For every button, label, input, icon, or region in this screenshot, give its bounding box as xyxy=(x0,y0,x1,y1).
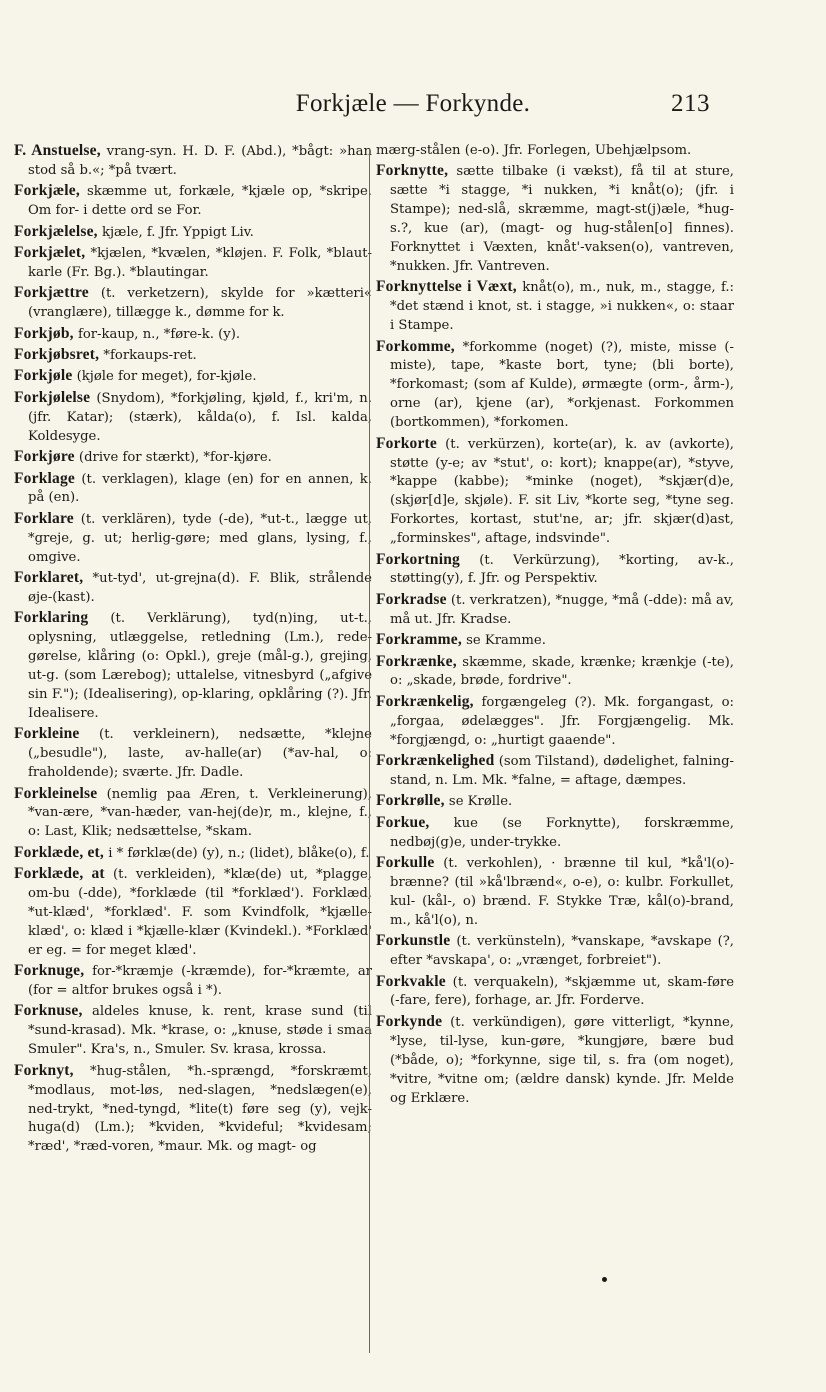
headword: Forknuse, xyxy=(14,1002,83,1020)
headword: Forkunstle xyxy=(376,932,451,950)
dictionary-entry xyxy=(14,244,372,283)
definition: *hug-stålen, *h.-sprængd, *forskræmt, *modlaus, mot-løs, ned-slagen, *nedslægen(e), ned-trykt, *ned-tyngd, *lite(t) føre seg (y), vejk-huga(d) (Lm.); *kviden, *kvideful; *kvidesam; *ræd', *ræd-voren, *maur. Mk. og magt- og xyxy=(28,1063,372,1155)
definition: (t. verkratzen), *nugge, *må (-dde): må av, må ut. Jfr. Kradse. xyxy=(390,592,734,627)
definition: (t. verkleiden), *klæ(de) ut, *plagge, om-bu (-dde), *forklæde (til *forklæd'). Forklæd, *ut-klæd', *forklæd'. F. som Kvindfolk, *kjælle-klæd', o: klæd i *kjælle-klær (Kvindekl.). *Forklæd' er eg. = for meget klæd'. xyxy=(28,867,372,958)
headword: Forkleine xyxy=(14,725,80,743)
dictionary-entry xyxy=(376,792,734,812)
headword: Forklaring xyxy=(14,609,89,627)
dictionary-entry xyxy=(376,162,734,276)
running-title: Forkjæle — Forkynde. xyxy=(295,90,531,117)
dictionary-entry xyxy=(14,223,372,243)
dictionary-entry xyxy=(376,693,734,751)
dictionary-entry xyxy=(376,338,734,434)
dictionary-entry xyxy=(14,367,372,387)
dictionary-entry xyxy=(14,510,372,568)
definition: kue (se Forknytte), forskræmme, nedbøj(g)e, under-trykke. xyxy=(390,815,734,850)
definition: (Snydom), *forkjøling, kjøld, f., kri'm, n. (jfr. Katar); (stærk), kålda(o), f. Isl. kalda, Koldesyge. xyxy=(28,390,372,444)
definition: forgængeleg (?). Mk. forgangast, o: „forgaa, ødelægges". Jfr. Forgjængelig. Mk. *forgjængd, o: „hurtigt gaaende". xyxy=(390,694,734,748)
headword: Forknuge, xyxy=(14,962,85,980)
headword: Forkvakle xyxy=(376,972,446,990)
definition: *kjælen, *kvælen, *kløjen. F. Folk, *blaut-karle (Fr. Bg.). *blautingar. xyxy=(28,246,372,280)
dictionary-entry xyxy=(376,551,734,590)
definition: aldeles knuse, k. rent, krase sund (til *sund-krasad). Mk. *krase, o: „knuse, støde i smaa Smuler". Kra's, n., Smuler. Sv. krasa, krossa. xyxy=(28,1004,372,1058)
definition: (t. verkürzen), korte(ar), k. av (avkorte), støtte (y-e; av *stut', o: kort); knappe(ar), *styve, *kappe (kabbe); *minke (noget), *skjær(d)e, (skjør[d]e, skjøle). F. sit Liv, *korte seg, *tyne seg. Forkortes, kortast, stut'ne, ar; jfr. skjær(d)ast, „forminskes", aftage, indsvinde". xyxy=(390,436,734,547)
headword: Forkjættre xyxy=(14,284,89,302)
definition: skæmme ut, forkæle, *kjæle op, *skripe. Om for- i dette ord se For. xyxy=(28,184,372,219)
dictionary-entry xyxy=(14,142,372,181)
dictionary-entry xyxy=(14,448,372,468)
definition: mærg-stålen (e-o). Jfr. Forlegen, Ubehjælpsom. xyxy=(376,143,692,158)
right-column xyxy=(376,142,734,1357)
dictionary-entry xyxy=(14,389,372,447)
page-header xyxy=(0,86,826,126)
definition: (t. verquakeln), *skjæmme ut, skam-føre (-fare, fere), forhage, ar. Jfr. Forderve. xyxy=(390,974,734,1009)
headword: Forknyt, xyxy=(14,1061,74,1079)
definition: kjæle, f. Jfr. Yppigt Liv. xyxy=(101,224,254,240)
column-divider xyxy=(369,148,370,1353)
dictionary-entry xyxy=(376,973,734,1012)
headword: Forklæde, at xyxy=(14,865,105,883)
headword: Forknyttelse i Væxt, xyxy=(376,278,517,296)
dictionary-entry xyxy=(376,435,734,549)
definition: i * førklæ(de) (y), n.; (lidet), blåke(o), f. xyxy=(108,845,370,861)
headword: F. Anstuelse, xyxy=(14,142,101,159)
headword: Forkrænkelig, xyxy=(376,692,474,710)
headword: Forkortning xyxy=(376,550,461,568)
headword: Forklare xyxy=(14,509,74,527)
definition: (nemlig paa Æren, t. Verkleinerung), *van-ære, *van-hæder, van-hej(de)r, m., klejne, f., o: Last, Klik; nedsættelse, *skam. xyxy=(28,786,372,840)
dictionary-entry xyxy=(14,785,372,843)
headword: Forkjøbsret, xyxy=(14,346,100,364)
headword: Forkramme, xyxy=(376,631,462,649)
dictionary-entry xyxy=(376,752,734,791)
printer-dot xyxy=(602,1277,607,1282)
headword: Forkulle xyxy=(376,854,435,872)
definition: se Kramme. xyxy=(466,633,546,649)
definition: (som Tilstand), dødelighet, falning-stand, n. Lm. Mk. *falne, = aftage, dæmpes. xyxy=(390,754,734,788)
definition: (t. verkohlen), · brænne til kul, *kå'l(o)-brænne? (til »kå'lbrænd«, o-e), o: kulbr. Forkullet, kul- (kål-, o) brænd. F. Stykke Træ, kål(o)-brand, m., kå'l(o), n. xyxy=(390,856,734,928)
definition: *forkaups-ret. xyxy=(103,348,197,364)
dictionary-entry xyxy=(14,725,372,783)
headword: Forkjøb, xyxy=(14,324,74,342)
headword: Forkorte xyxy=(376,434,437,452)
definition: (drive for stærkt), *for-kjøre. xyxy=(78,450,272,466)
dictionary-entry xyxy=(376,631,734,651)
dictionary-entry xyxy=(14,609,372,723)
definition: *ut-tyd', ut-grejna(d). F. Blik, strålende øje-(kast). xyxy=(28,571,372,605)
definition: (t. Verklärung), tyd(n)ing, ut-t., oplysning, utlæggelse, retledning (Lm.), rede-gørelse, klåring (o: Opkl.), greje (mål-g.), grejing, ut-g. (som Lærebog); uttalelse, vitnesbyrd („afgive sin F."); (Idealisering), op-klaring, opklåring (?). Jfr. Idealisere. xyxy=(28,611,372,721)
headword: Forknytte, xyxy=(376,162,449,180)
dictionary-entry xyxy=(376,1013,734,1109)
headword: Forklage xyxy=(14,469,76,487)
definition: knåt(o), m., nuk, m., stagge, f.: *det stænd i knot, st. i stagge, »i nukken«, o: staar i Stampe. xyxy=(390,280,734,334)
headword: Forklaret, xyxy=(14,569,84,587)
headword: Forkrølle, xyxy=(376,792,445,810)
headword: Forkue, xyxy=(376,813,430,831)
headword: Forkradse xyxy=(376,590,447,608)
dictionary-entry xyxy=(14,865,372,961)
definition: (t. Verkürzung), *korting, av-k., støtting(y), f. Jfr. og Perspektiv. xyxy=(390,552,734,587)
headword: Forkrænkelighed xyxy=(376,752,495,770)
dictionary-entry xyxy=(14,1062,372,1158)
headword: Forklæde, et, xyxy=(14,843,104,861)
dictionary-entry xyxy=(376,142,734,161)
left-column xyxy=(14,142,372,1357)
dictionary-entry xyxy=(14,569,372,608)
dictionary-entry xyxy=(376,932,734,971)
headword: Forkomme, xyxy=(376,337,455,355)
dictionary-entry xyxy=(14,962,372,1001)
headword: Forkjølelse xyxy=(14,388,91,406)
headword: Forkjøle xyxy=(14,367,73,385)
dictionary-entry xyxy=(14,1002,372,1060)
definition: (t. verkleinern), nedsætte, *klejne („besudle"), laste, av-halle(ar) (*av-hal, o: fraholdende); sværte. Jfr. Dadle. xyxy=(28,727,372,781)
definition: for-*kræmje (-kræmde), for-*kræmte, ar (for = altfor brukes også i *). xyxy=(28,964,372,999)
definition: skæmme, skade, krænke; krænkje (-te), o: „skade, brøde, fordrive". xyxy=(390,654,734,689)
definition: (t. verklagen), klage (en) for en annen, k. på (en). xyxy=(28,471,372,506)
dictionary-entry xyxy=(14,470,372,509)
headword: Forkjøre xyxy=(14,448,75,466)
definition: (t. verketzern), skylde for »kætteri« (vranglære), tillægge k., dømme for k. xyxy=(28,286,372,321)
headword: Forkynde xyxy=(376,1012,443,1030)
definition: *forkomme (noget) (?), miste, misse (-miste), tape, *kaste bort, tyne; (bli borte), *forkomast; (som af Kulde), ørmægte (orm-, årm-), orne (ar), kjene (ar), *orkjenast. Forkommen (bortkommen), *forkomen. xyxy=(390,339,734,431)
dictionary-entry xyxy=(14,284,372,323)
headword: Forkjælet, xyxy=(14,244,86,262)
definition: se Krølle. xyxy=(448,794,513,810)
headword: Forkrænke, xyxy=(376,652,457,670)
dictionary-entry xyxy=(376,653,734,692)
dictionary-entry xyxy=(376,591,734,630)
definition: (t. verkünsteln), *vanskape, *avskape (?, efter *avskapa', o: „vrænget, forbreiet"). xyxy=(390,934,734,969)
definition: (t. verklären), tyde (-de), *ut-t., lægge ut, *greje, g. ut; herlig-gøre; med glans, lysing, f., omgive. xyxy=(28,511,372,565)
dictionary-entry xyxy=(14,182,372,221)
dictionary-entry xyxy=(376,814,734,853)
definition: (kjøle for meget), for-kjøle. xyxy=(76,369,257,385)
headword: Forkjælelse, xyxy=(14,222,98,240)
definition: sætte tilbake (i vækst), få til at sture, sætte *i stagge, *i nukken, *i knåt(o); (jfr. i Stampe); ned-slå, skræmme, magt-st(j)æle, *hug-s.?, kue (ar), (magt- og hug-stålen[o] finnes). Forknyttet i Væxten, knåt'-vaksen(o), vantreven, *nukken. Jfr. Vantreven. xyxy=(390,164,734,274)
dictionary-entry xyxy=(376,278,734,336)
dictionary-entry xyxy=(14,346,372,366)
dictionary-entry xyxy=(14,325,372,345)
headword: Forkjæle, xyxy=(14,182,80,200)
definition: for-kaup, n., *føre-k. (y). xyxy=(77,326,241,342)
headword: Forkleinelse xyxy=(14,784,98,802)
dictionary-entry xyxy=(14,844,372,864)
definition: vrang-syn. H. D. F. (Abd.), *bågt: »han stod så b.«; *på tvært. xyxy=(28,144,372,178)
definition: (t. verkündigen), gøre vitterligt, *kynne, *lyse, til-lyse, kun-gøre, *kungjøre, bære bud (*både, o); *forkynne, sige til, s. fra (om noget), *vitre, *vitne om; (ældre dansk) kynde. Jfr. Melde og Erklære. xyxy=(390,1014,734,1106)
dictionary-entry xyxy=(376,854,734,931)
page-number: 213 xyxy=(671,90,710,117)
